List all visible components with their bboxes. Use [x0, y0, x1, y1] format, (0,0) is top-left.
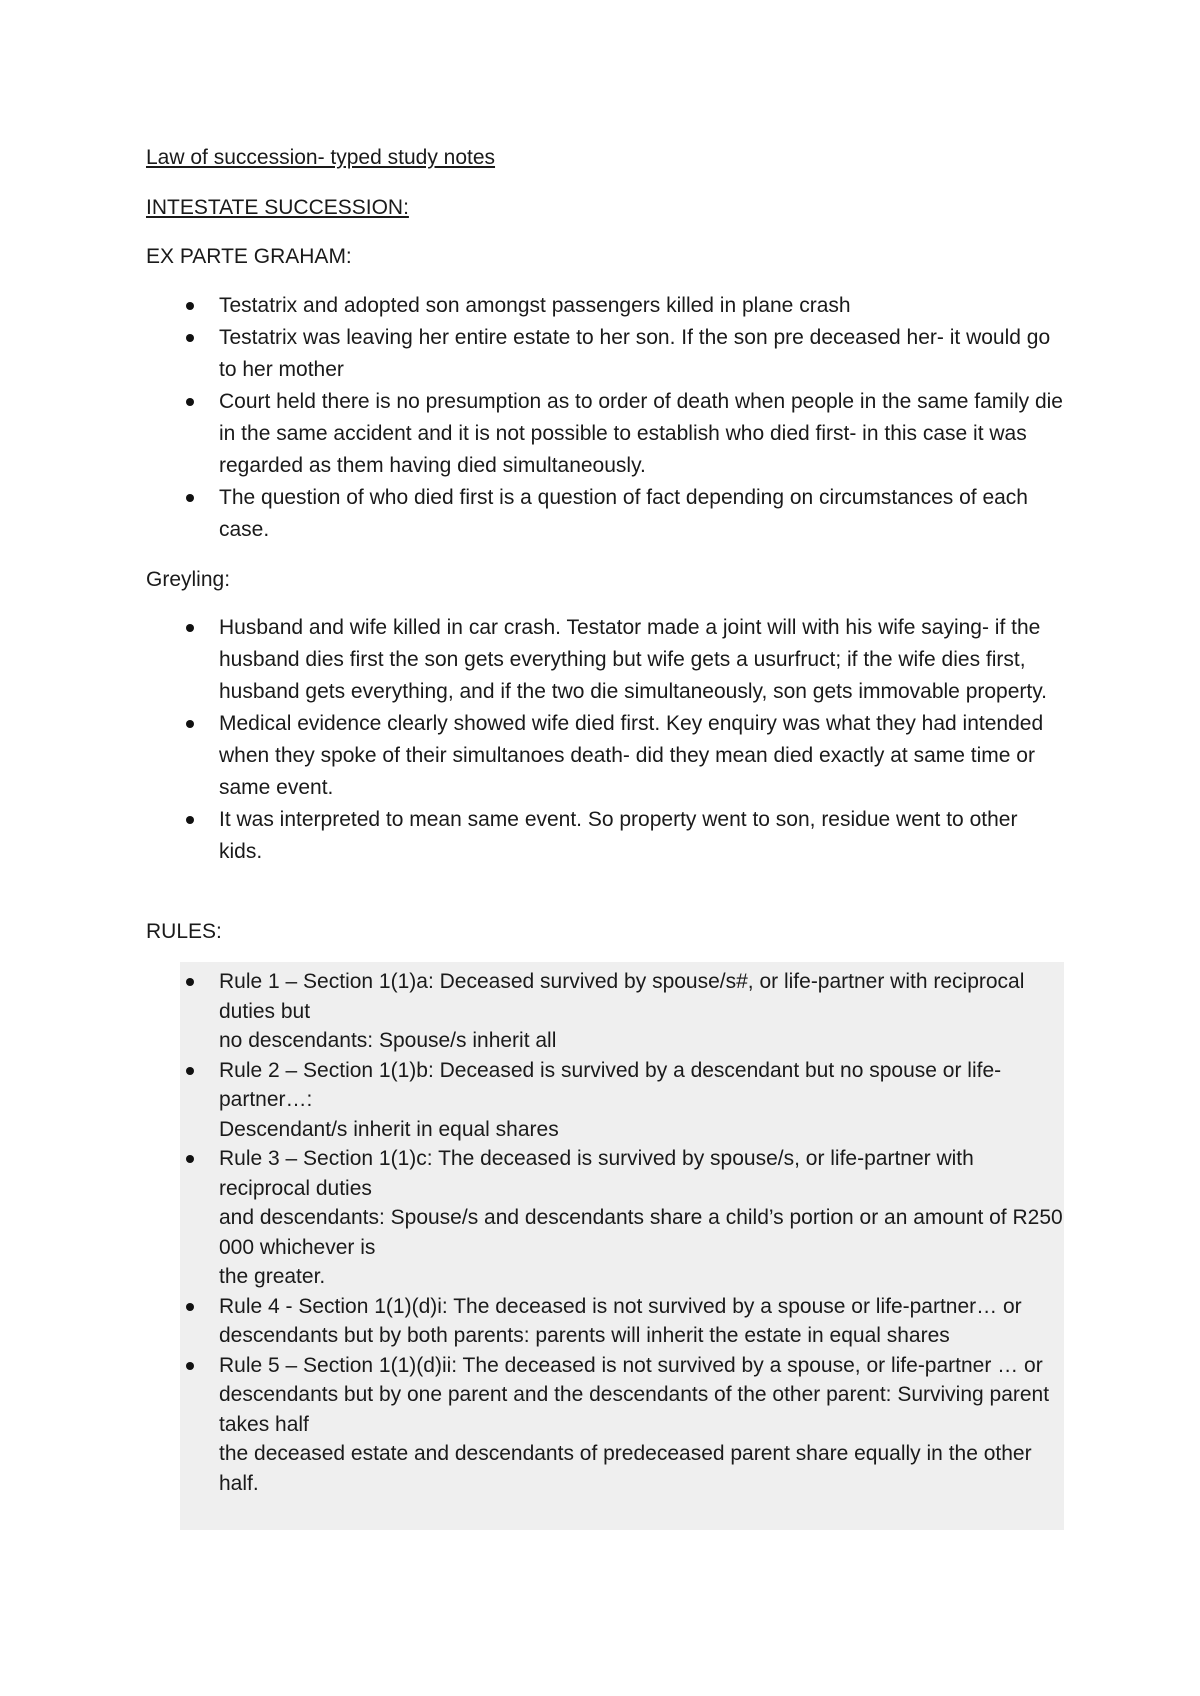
rule-line: Rule 5 – Section 1(1)(d)ii: The deceased is not survived by a spouse, or life-partner … or — [219, 1353, 1043, 1377]
list-item-text: The question of who died first is a question of fact depending on circumstances of each case. — [219, 486, 1028, 541]
greyling-bullet-list — [146, 612, 1066, 868]
bullet-icon — [186, 720, 194, 728]
list-item-text: Testatrix and adopted son amongst passengers killed in plane crash — [219, 294, 851, 317]
rule-item — [146, 1351, 1066, 1499]
rule-line: no descendants: Spouse/s inherit all — [219, 1029, 557, 1052]
bullet-icon — [186, 978, 194, 986]
rule-line: descendants but by one parent and the descendants of the other parent: Surviving parent takes half — [219, 1383, 1050, 1436]
bullet-icon — [186, 398, 194, 406]
list-item — [146, 708, 1066, 804]
list-item — [146, 612, 1066, 708]
rule-line: Rule 2 – Section 1(1)b: Deceased is survived by a descendant but no spouse or life-partner…: — [219, 1058, 1002, 1111]
bullet-icon — [186, 1303, 194, 1311]
section-heading-intestate-succession: INTESTATE SUCCESSION: — [146, 196, 409, 219]
list-item — [146, 386, 1066, 482]
bullet-icon — [186, 624, 194, 632]
rule-item — [146, 1292, 1066, 1351]
list-item-text: Testatrix was leaving her entire estate to her son. If the son pre deceased her- it would go to her mother — [219, 326, 1051, 381]
rule-line: Descendant/s inherit in equal shares — [219, 1117, 559, 1141]
list-item — [146, 482, 1066, 546]
rule-line: the greater. — [219, 1265, 326, 1288]
bullet-icon — [186, 816, 194, 824]
rule-line: Rule 1 – Section 1(1)a: Deceased survived by spouse/s#, or life-partner with reciprocal duties but — [219, 970, 1025, 1023]
bullet-icon — [186, 1067, 194, 1075]
bullet-icon — [186, 494, 194, 502]
case-heading-ex-parte-graham: EX PARTE GRAHAM: — [146, 245, 352, 268]
case-heading-greyling: Greyling: — [146, 568, 231, 591]
rule-item — [146, 967, 1066, 1056]
bullet-icon — [186, 302, 194, 310]
rule-line: Rule 3 – Section 1(1)c: The deceased is survived by spouse/s, or life-partner with reciprocal duties — [219, 1147, 974, 1200]
bullet-icon — [186, 1362, 194, 1370]
list-item-text: It was interpreted to mean same event. So property went to son, residue went to other kids. — [219, 808, 1018, 863]
rules-list — [146, 967, 1066, 1498]
list-item-text: Husband and wife killed in car crash. Testator made a joint will with his wife saying- if the husband dies first the son gets everything but wife gets a usurfruct; if the wife dies first, husband gets everything, and if the two die simultaneously, son gets immovable property. — [219, 616, 1048, 703]
list-item — [146, 804, 1066, 868]
rules-heading: RULES: — [146, 920, 222, 943]
list-item-text: Medical evidence clearly showed wife died first. Key enquiry was what they had intended when they spoke of their simultanoes death- did they mean died exactly at same time or same event. — [219, 712, 1044, 799]
list-item — [146, 290, 1066, 322]
rule-line: the deceased estate and descendants of predeceased parent share equally in the other half. — [219, 1442, 1032, 1495]
rule-line: Rule 4 - Section 1(1)(d)i: The deceased is not survived by a spouse or life-partner… or descendants but by both parents: parents will inherit the estate in equal shares — [219, 1294, 1022, 1347]
list-item-text: Court held there is no presumption as to order of death when people in the same family die in the same accident and it is not possible to establish who died first- in this case it was regarded as them having died simultaneously. — [219, 390, 1063, 477]
rule-item — [146, 1144, 1066, 1292]
rule-item — [146, 1056, 1066, 1145]
ex-parte-graham-bullet-list — [146, 290, 1066, 546]
bullet-icon — [186, 334, 194, 342]
bullet-icon — [186, 1155, 194, 1163]
rule-line: and descendants: Spouse/s and descendants share a child’s portion or an amount of R250 000 whichever is — [219, 1206, 1063, 1259]
list-item — [146, 322, 1066, 386]
document-title: Law of succession- typed study notes — [146, 146, 496, 169]
